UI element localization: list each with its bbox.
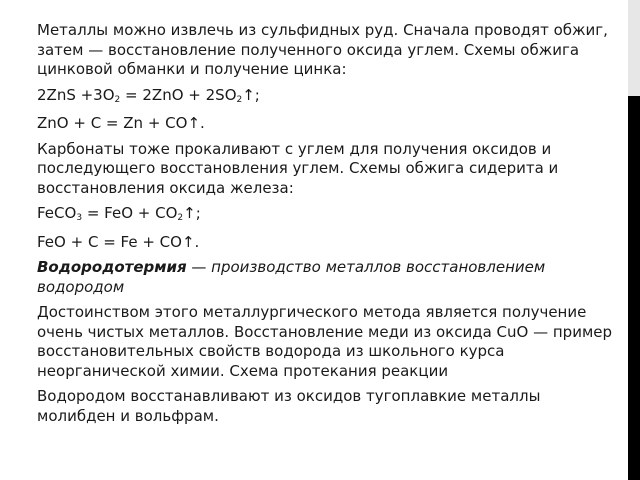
intro-paragraph: Металлы можно извлечь из сульфидных руд. Сначала проводят обжиг, затем — восстановление полученного оксида углем. Схемы обжига цинковой обманки и получение цинка:: [37, 21, 608, 78]
slide-content: [37, 21, 622, 432]
eq1-subscript-b: 2: [236, 94, 243, 105]
zinc-roasting-equation: [37, 86, 622, 109]
eq3-part-c: ↑;: [183, 204, 201, 222]
carbonate-paragraph: Карбонаты тоже прокаливают с углем для получения оксидов и последующего восстановления углем. Схемы обжига сидерита и восстановления оксида железа:: [37, 139, 559, 197]
heading-term: Водородотермия: [37, 258, 187, 276]
advantages-paragraph: Достоинством этого металлургического метода является получение очень чистых металлов. Восстановление меди из оксида CuO — пример восстановительных свойств водорода из школьного курса неорганической химии. Схема протекания реакции: [37, 303, 613, 380]
refractory-metals-paragraph: Водородом восстанавливают из оксидов тугоплавкие металлы молибден и вольфрам.: [37, 387, 541, 425]
eq1-part-a: 2ZnS +3O: [37, 85, 115, 104]
eq3-part-a: FeCO: [37, 204, 77, 222]
iron-reduction-equation: FeO + C = Fe + CO↑.: [37, 232, 200, 251]
window-edge-bar: [628, 0, 640, 480]
edge-bar-top: [628, 0, 640, 96]
eq1-part-c: ↑;: [242, 85, 260, 104]
eq3-part-b: = FeO + CO: [82, 204, 178, 222]
heading-rest: — производство металлов восстановлением водородом: [37, 258, 546, 296]
siderite-roasting-equation: [37, 204, 622, 227]
zinc-reduction-equation: ZnO + C = Zn + CO↑.: [37, 114, 205, 132]
eq3-subscript-b: 2: [177, 213, 184, 223]
eq3-subscript-a: 3: [76, 213, 83, 223]
hydrogen-thermy-heading: [37, 258, 622, 297]
eq1-part-b: = 2ZnO + 2SO: [120, 85, 237, 104]
eq1-subscript-a: 2: [114, 94, 121, 105]
edge-bar-bottom: [628, 96, 640, 480]
